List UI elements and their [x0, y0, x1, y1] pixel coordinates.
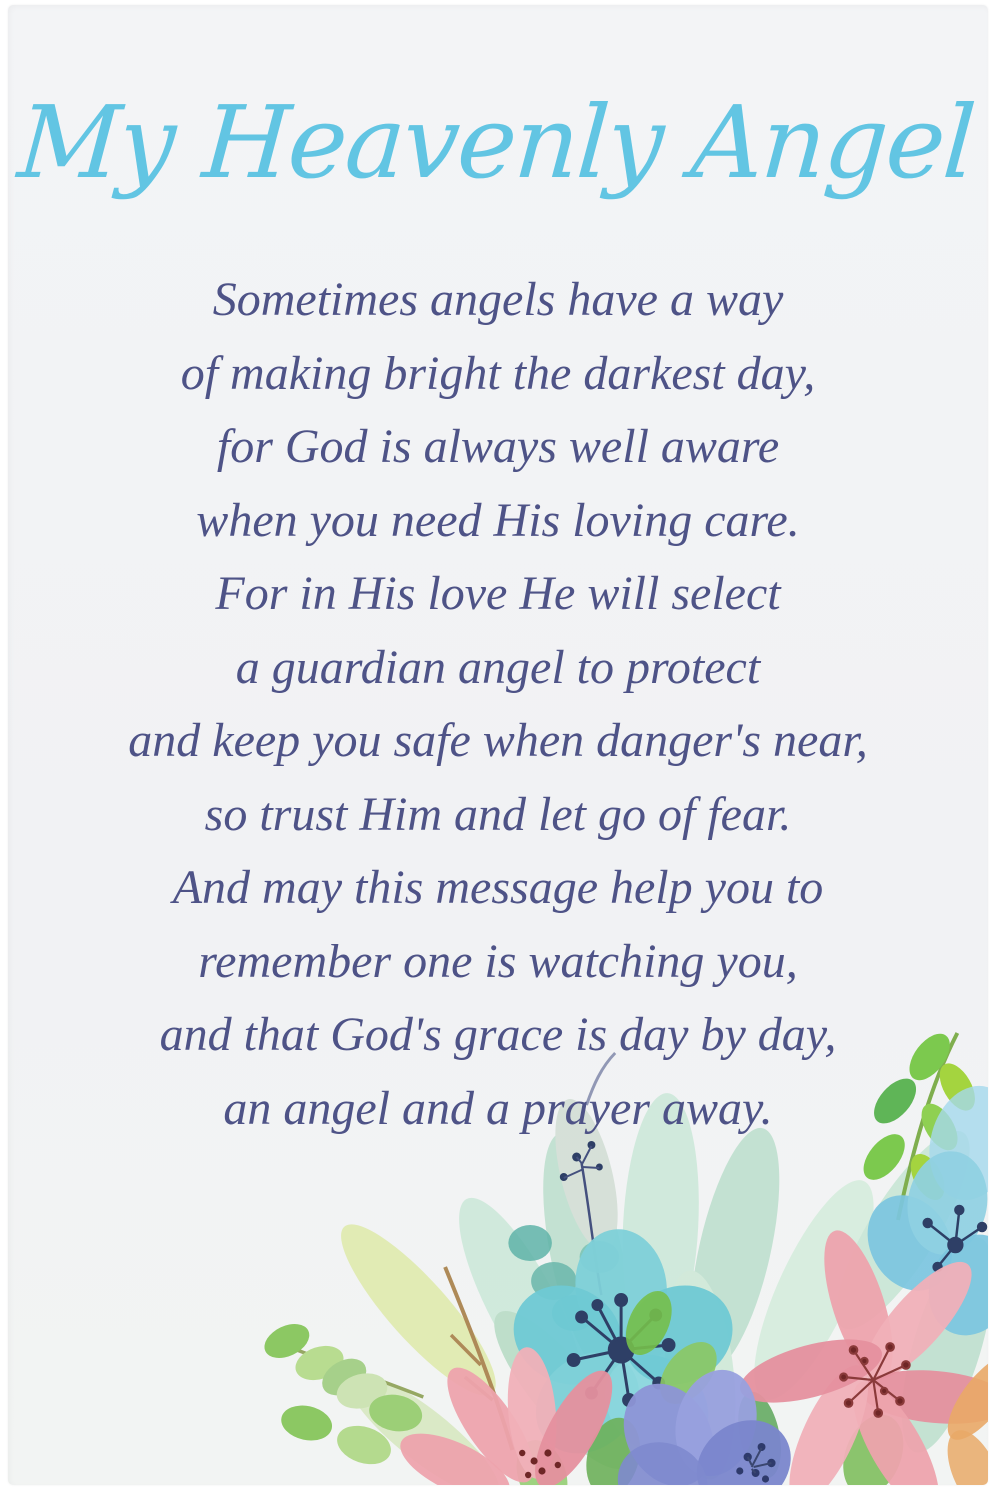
page-title: My Heavenly Angel — [14, 84, 978, 201]
poem-line: so trust Him and let go of fear. — [204, 787, 792, 841]
poem-line: a guardian angel to protect — [235, 640, 761, 694]
poem-line: And may this message help you to — [172, 861, 824, 914]
poem-line: remember one is watching you, — [198, 934, 798, 988]
poem-line: an angel and a prayer away. — [223, 1081, 773, 1135]
poem-line: of making bright the darkest day, — [180, 346, 816, 400]
poem-line: when you need His loving care. — [196, 493, 800, 547]
poem-line: and that God's grace is day by day, — [159, 1008, 837, 1061]
poem-line: Sometimes angels have a way — [212, 273, 784, 326]
poem-line: for God is always well aware — [216, 420, 780, 473]
poem-line: and keep you safe when danger's near, — [128, 714, 868, 767]
poem-line: For in His love He will select — [215, 567, 781, 620]
poem — [8, 263, 988, 1145]
prayer-card — [8, 5, 988, 1485]
